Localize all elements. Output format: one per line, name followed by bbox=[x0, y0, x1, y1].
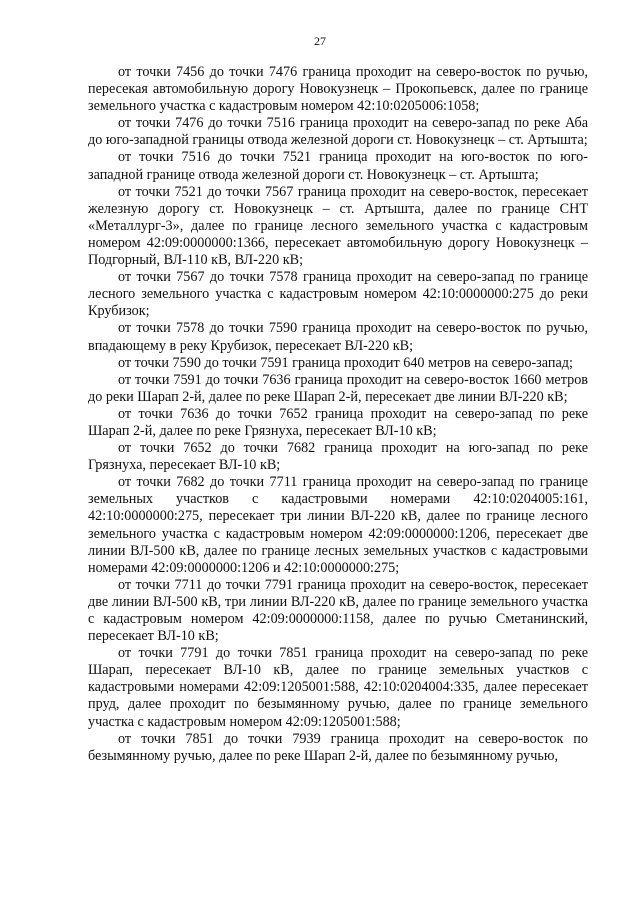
paragraph: от точки 7711 до точки 7791 граница проходит на северо-восток, пересекает две линии ВЛ-500 кВ, три линии ВЛ-220 кВ, далее по границе земельного участка с кадастровым номером 42:09:0000000:1158, далее по ручью Сметанинский, пересекает ВЛ-10 кВ; bbox=[88, 576, 588, 645]
page-number: 27 bbox=[314, 34, 326, 48]
paragraph: от точки 7591 до точки 7636 граница проходит на северо-восток 1660 метров до реки Шарап 2-й, далее по реке Шарап 2-й, пересекает две линии ВЛ-220 кВ; bbox=[88, 371, 588, 405]
paragraph: от точки 7652 до точки 7682 граница проходит на юго-запад по реке Грязнуха, пересекает ВЛ-10 кВ; bbox=[88, 440, 588, 474]
document-body bbox=[88, 64, 588, 765]
paragraph: от точки 7851 до точки 7939 граница проходит на северо-восток по безымянному ручью, далее по реке Шарап 2-й, далее по безымянному ручью, bbox=[88, 730, 588, 764]
paragraph: от точки 7791 до точки 7851 граница проходит на северо-запад по реке Шарап, пересекает ВЛ-10 кВ, далее по границе земельных участков с кадастровыми номерами 42:09:1205001:588, 42:10:0204004:335, далее пересекает пруд, далее проходит по безымянному ручью, далее по границе земельного участка с кадастровым номером 42:09:1205001:588; bbox=[88, 645, 588, 730]
paragraph: от точки 7578 до точки 7590 граница проходит на северо-восток по ручью, впадающему в реку Крубизок, пересекает ВЛ-220 кВ; bbox=[88, 320, 588, 354]
paragraph: от точки 7590 до точки 7591 граница проходит 640 метров на северо-запад; bbox=[118, 354, 573, 371]
paragraph: от точки 7567 до точки 7578 граница проходит на северо-запад по границе лесного земельного участка с кадастровым номером 42:10:0000000:275 до реки Крубизок; bbox=[88, 269, 588, 320]
paragraph: от точки 7516 до точки 7521 граница проходит на юго-восток по юго-западной границе отвода железной дороги ст. Новокузнецк – ст. Артышта; bbox=[88, 149, 588, 183]
paragraph: от точки 7456 до точки 7476 граница проходит на северо-восток по ручью, пересекая автомобильную дорогу Новокузнецк – Прокопьевск, далее по границе земельного участка с кадастровым номером 42:10:0205006:1058; bbox=[88, 64, 588, 115]
paragraph: от точки 7521 до точки 7567 граница проходит на северо-восток, пересекает железную дорогу ст. Новокузнецк – ст. Артышта, далее по границе СНТ «Металлург-3», далее по границе лесного земельного участка с кадастровым номером 42:09:0000000:1366, пересекает автомобильную дорогу Новокузнецк – Подгорный, ВЛ-110 кВ, ВЛ-220 кВ; bbox=[88, 183, 588, 269]
paragraph: от точки 7682 до точки 7711 граница проходит на северо-запад по границе земельных участков с кадастровыми номерами 42:10:0204005:161, 42:10:0000000:275, пересекает три линии ВЛ-220 кВ, далее по границе лесного земельного участка с кадастровым номером 42:09:0000000:1206, пересекает две линии ВЛ-500 кВ, далее по границе лесных земельных участков с кадастровыми номерами 42:09:0000000:1206 и 42:10:0000000:275; bbox=[88, 474, 588, 576]
paragraph: от точки 7636 до точки 7652 граница проходит на северо-запад по реке Шарап 2-й, далее по реке Грязнуха, пересекает ВЛ-10 кВ; bbox=[88, 405, 588, 439]
paragraph: от точки 7476 до точки 7516 граница проходит на северо-запад по реке Аба до юго-западной границы отвода железной дороги ст. Новокузнецк – ст. Артышта; bbox=[88, 115, 588, 149]
